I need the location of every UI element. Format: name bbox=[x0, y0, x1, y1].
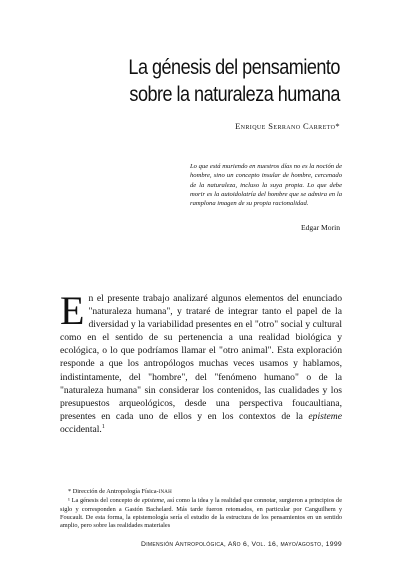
footnote-1-emphasis: episteme bbox=[141, 497, 164, 505]
footnote-affiliation bbox=[60, 488, 342, 497]
epigraph-author: Edgar Morin bbox=[300, 223, 340, 232]
footnote-affiliation-inah: INAH bbox=[158, 490, 172, 495]
footnote-1-part-2: , así como la idea y la realidad que connotar, surgieron a principios de siglo y corresponden a Gastón Bachelard. Más tarde fueron retomados, en particular por Canguilhem y Foucault. De esta forma, la epistemología sería el estudio de la estructura de los pensamientos en un sentido amplio, pero sobre las realidades materiales bbox=[60, 497, 342, 530]
body-paragraph bbox=[60, 288, 342, 436]
article-author: Enrique Serrano Carreto* bbox=[235, 121, 340, 131]
article-title-line-2: sobre la naturaleza humana bbox=[129, 83, 340, 106]
footnote-reference-1[interactable]: 1 bbox=[101, 423, 105, 430]
epigraph-quote: Lo que está muriendo en nuestros días no es la noción de hombre, sino un concepto insular de hombre, cercenado de la naturaleza, incluso la suya propia. Lo que debe morir es la autoidolatría del hombre que se admira en la ramplona imagen de su propia racionalidad. bbox=[190, 163, 342, 208]
running-footer: Dimensión Antropológica, Año 6, Vol. 16, mayo/agosto, 1999 bbox=[141, 541, 342, 548]
footnote-1-part-1: ¹ La génesis del concepto de bbox=[68, 497, 142, 505]
drop-cap: E bbox=[60, 288, 85, 333]
article-title bbox=[129, 54, 340, 108]
body-text-part-1: n el presente trabajo analizaré algunos elementos del enunciado "naturaleza humana", y trataré de integrar tanto el papel de la diversidad y la variabilidad presentes en el "otro" social y cultural como en el sentido de su pertenencia a una realidad biológica y ecológica, o lo que podríamos llamar el "otro animal". Esta exploración responde a que los antropólogos muchas veces usamos y hablamos, indistintamente, del "hombre", del "fenómeno humano" o de la "naturaleza humana" sin considerar los contenidos, las cualidades y los presupuestos arqueológicos, desde una perspectiva foucaultiana, presentes en cada uno de ellos y en los contextos de la bbox=[60, 293, 342, 422]
body-text-part-2: occidental. bbox=[60, 423, 102, 435]
footnotes bbox=[60, 488, 342, 530]
footnote-1 bbox=[60, 497, 342, 530]
footnote-affiliation-text: * Dirección de Antropología Física- bbox=[68, 488, 159, 495]
article-title-line-1: La génesis del pensamiento bbox=[128, 56, 340, 79]
body-text-emphasis: episteme bbox=[308, 410, 342, 422]
